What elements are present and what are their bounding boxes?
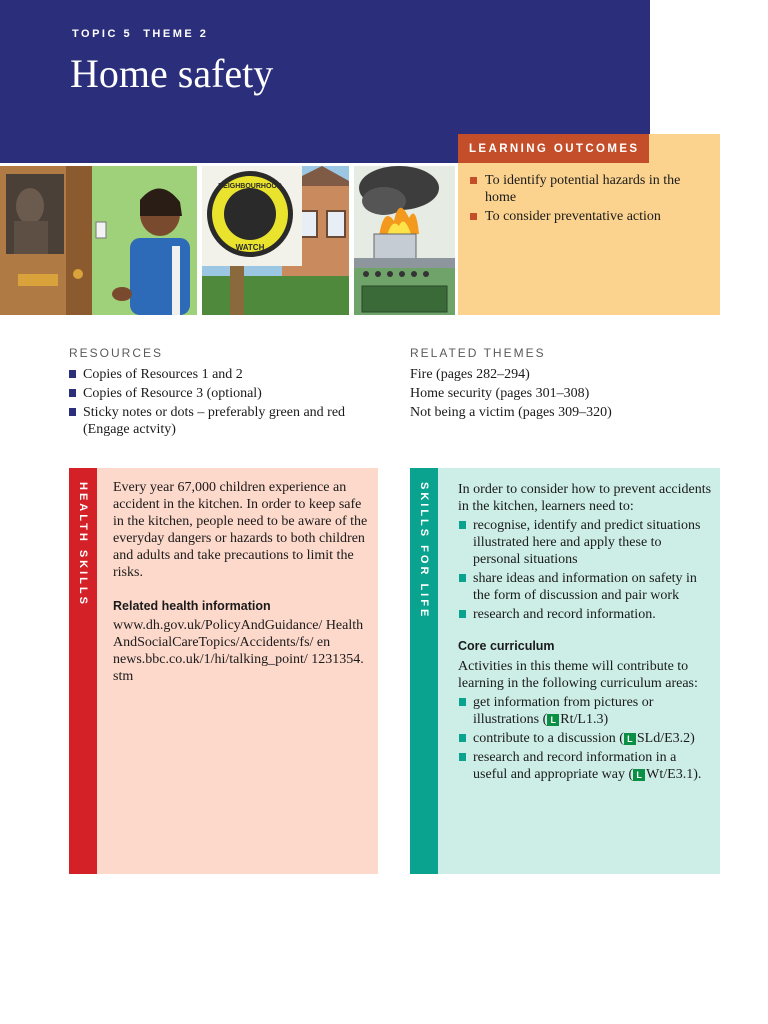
skills-for-life-bar	[410, 468, 438, 874]
literacy-badge-icon: L	[633, 769, 645, 781]
health-skills-bar	[69, 468, 97, 874]
core-curriculum-list	[458, 694, 712, 783]
related-health-heading: Related health information	[113, 599, 271, 613]
health-skills-label: HEALTH SKILLS	[77, 482, 89, 607]
related-theme-link[interactable]: Fire (pages 282–294)	[410, 367, 530, 382]
related-theme-link[interactable]: Home security (pages 301–308)	[410, 386, 590, 401]
list-item: Copies of Resource 3 (optional)	[69, 385, 379, 402]
curriculum-code: Rt/L1.3	[560, 712, 604, 727]
sign-text-top: NEIGHBOURHOOD	[218, 183, 282, 190]
health-info-link[interactable]: news.bbc.co.uk/1/hi/talking_point/ 1231354.stm	[113, 652, 364, 684]
health-skills-panel	[69, 468, 378, 874]
curriculum-code: SLd/E3.2	[636, 731, 691, 746]
list-item: Sticky notes or dots – preferably green and red (Engage actvity)	[69, 404, 379, 438]
list-item	[458, 730, 712, 747]
skills-for-life-label: SKILLS FOR LIFE	[418, 482, 430, 620]
learning-outcomes-box	[458, 134, 720, 315]
topic-label: TOPIC 5 THEME 2	[72, 28, 209, 40]
page-title: Home safety	[70, 51, 274, 96]
list-item: To consider preventative action	[470, 208, 714, 225]
list-item	[458, 694, 712, 728]
related-theme-link[interactable]: Not being a victim (pages 309–320)	[410, 405, 612, 420]
core-item-close: )	[690, 731, 695, 746]
skills-list	[458, 517, 712, 623]
literacy-badge-icon: L	[624, 733, 636, 745]
list-item: research and record information.	[458, 606, 712, 623]
health-skills-intro: Every year 67,000 children experience an accident in the kitchen. In order to keep safe in the kitchen, people need to be aware of the everyday dangers or hazards to both children and adults and take precautions to limit the risks.	[113, 480, 368, 580]
core-item-text: contribute to a discussion (	[473, 731, 624, 746]
illustration-neighbourhood-watch	[202, 166, 349, 315]
core-item-text: research and record information in a useful and appropriate way (	[473, 750, 677, 782]
illustration-door-girl	[0, 166, 197, 315]
sign-text-bottom: WATCH	[235, 243, 265, 252]
learning-outcomes-list	[470, 172, 714, 227]
health-info-link[interactable]: www.dh.gov.uk/PolicyAndGuidance/ HealthAndSocialCareTopics/Accidents/fs/ en	[113, 618, 364, 650]
core-item-text: get information from pictures or illustrations (	[473, 695, 654, 727]
skills-for-life-panel	[410, 468, 720, 874]
related-themes-list	[410, 366, 730, 423]
related-themes-heading: RELATED THEMES	[410, 346, 546, 360]
literacy-badge-icon: L	[547, 714, 559, 726]
list-item	[458, 749, 712, 783]
list-item: Copies of Resources 1 and 2	[69, 366, 379, 383]
list-item: recognise, identify and predict situations illustrated here and apply these to personal situations	[458, 517, 712, 568]
illustration-pan-fire	[354, 166, 455, 315]
core-curriculum-intro: Activities in this theme will contribute to learning in the following curriculum areas:	[458, 659, 698, 691]
list-item: share ideas and information on safety in the form of discussion and pair work	[458, 570, 712, 604]
core-curriculum-heading: Core curriculum	[458, 639, 555, 653]
core-item-close: )	[603, 712, 609, 727]
learning-outcomes-heading: LEARNING OUTCOMES	[458, 134, 649, 163]
core-item-close: ).	[693, 767, 702, 782]
list-item: To identify potential hazards in the home	[470, 172, 714, 206]
skills-for-life-intro: In order to consider how to prevent accidents in the kitchen, learners need to:	[458, 482, 712, 514]
curriculum-code: Wt/E3.1	[646, 767, 694, 782]
resources-heading: RESOURCES	[69, 346, 164, 360]
resources-list	[69, 366, 379, 440]
